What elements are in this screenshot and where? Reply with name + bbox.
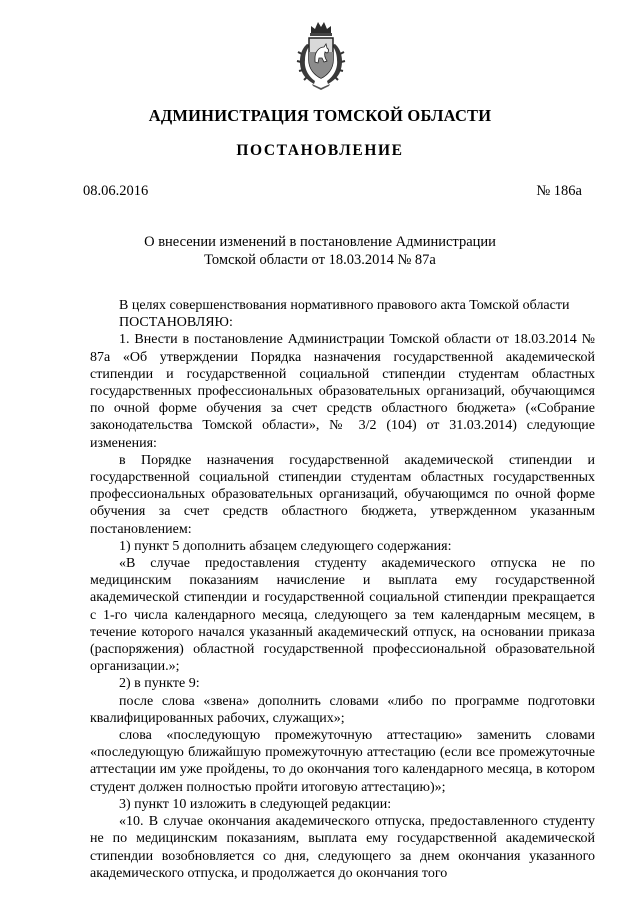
paragraph-resolve: ПОСТАНОВЛЯЮ: (119, 315, 233, 331)
paragraph-subitem-2: 2) в пункте 9: (119, 676, 200, 692)
organization-title: АДМИНИСТРАЦИЯ ТОМСКОЙ ОБЛАСТИ (148, 106, 492, 125)
paragraph-zveno: после слова «звена» дополнить словами «либо по программе подготовки квалифицированных рабочих, служащих»; (90, 693, 595, 726)
paragraph-preamble: В целях совершенствования нормативного правового акта Томской области (119, 298, 570, 313)
paragraph-quote-1: «В случае предоставления студенту академического отпуска не по медицинским показаниям начисление и выплата ему государственной академической стипендии и государственной социальной стипендии прекращается с 1-го числа календарного месяца, следующего за тем календарным месяцем, в течение которого начался указанный академический отпуск, на основании приказа (распоряжения) областной государственной профессиональной образовательной организации.»; (90, 556, 595, 675)
tomsk-region-coat-of-arms-icon (294, 14, 348, 92)
paragraph-subitem-1: 1) пункт 5 дополнить абзацем следующего содержания: (119, 538, 452, 554)
subject-line-1: О внесении изменений в постановление Администрации (144, 234, 496, 250)
paragraph-quote-10: «10. В случае окончания академического отпуска, предоставленного студенту не по медицинским показаниям, выплата ему государственной академической стипендии возобновляется со дня, следующего за днем окончания указанного академического отпуска, и продолжается до окончания того (90, 814, 595, 881)
document-type: ПОСТАНОВЛЕНИЕ (236, 142, 404, 159)
document-number: № 186а (536, 183, 582, 199)
paragraph-item-1: 1. Внести в постановление Администрации Томской области от 18.03.2014 № 87а «Об утверждении Порядка назначения государственной академической стипендии и государственной социальной стипендии студентам областных государственных профессиональных образовательных организаций, обучающимся по очной форме обучения за счет средств областного бюджета» («Собрание законодательства Томской области», № 3/2 (104) от 31.03.2014) следующие изменения: (90, 332, 595, 451)
paragraph-subitem-3: 3) пункт 10 изложить в следующей редакции: (119, 796, 392, 812)
subject-line-2: Томской области от 18.03.2014 № 87а (204, 252, 436, 268)
paragraph-procedure: в Порядке назначения государственной академической стипендии и государственной социальной стипендии студентам областных государственных профессиональных образовательных организаций, обучающимся по очной форме обучения за счет средств областного бюджета, утвержденном указанным постановлением: (90, 452, 595, 537)
document-date: 08.06.2016 (83, 183, 149, 199)
document-subject (0, 233, 640, 269)
paragraph-attestation: слова «последующую промежуточную аттестацию» заменить словами «последующую ближайшую промежуточную аттестацию (если все промежуточные аттестации им уже пройдены, то до окончания того календарного месяца, в котором студент должен полностью пройти итоговую аттестацию)»; (90, 728, 595, 795)
document-body (90, 297, 595, 882)
